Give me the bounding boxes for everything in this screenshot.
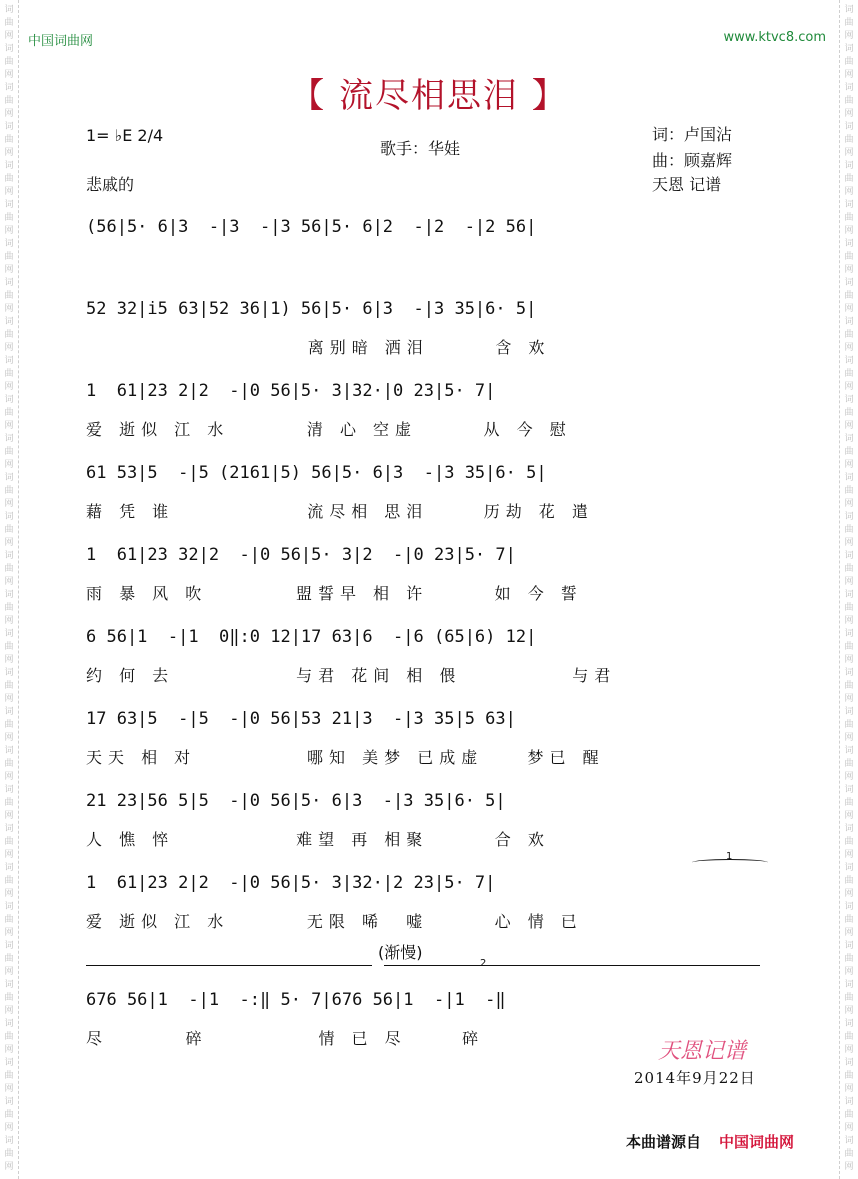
- watermark-glyph: 网: [4, 655, 14, 665]
- source-label: 本曲谱源自: [626, 1133, 702, 1151]
- watermark-glyph: 词: [844, 161, 854, 171]
- watermark-glyph: 词: [4, 746, 14, 756]
- watermark-glyph: 词: [4, 941, 14, 951]
- watermark-glyph: 网: [4, 343, 14, 353]
- row-notes: (56|5· 6|3 -|3 -|3 56|5· 6|2 -|2 -|2 56|: [86, 217, 537, 237]
- watermark-glyph: 网: [844, 850, 854, 860]
- watermark-glyph: 词: [844, 980, 854, 990]
- row-lyrics: 天天 相 对 哪知 美梦 已成虚 梦已 醒: [86, 748, 605, 767]
- watermark-glyph: 曲: [4, 1071, 14, 1081]
- watermark-glyph: 网: [844, 382, 854, 392]
- singer-credit: 歌手：华娃: [380, 139, 461, 158]
- watermark-glyph: 曲: [844, 1110, 854, 1120]
- watermark-glyph: 曲: [844, 993, 854, 1003]
- watermark-glyph: 曲: [844, 135, 854, 145]
- watermark-glyph: 曲: [844, 876, 854, 886]
- watermark-glyph: 网: [844, 733, 854, 743]
- watermark-glyph: 词: [4, 707, 14, 717]
- watermark-glyph: 词: [4, 824, 14, 834]
- watermark-glyph: 网: [4, 733, 14, 743]
- score-row: [86, 779, 776, 861]
- song-title: 【 流尽相思泪 】: [290, 76, 568, 116]
- watermark-glyph: 曲: [4, 96, 14, 106]
- left-watermark-strip: [0, 0, 19, 1179]
- watermark-glyph: 网: [844, 772, 854, 782]
- watermark-glyph: 词: [844, 434, 854, 444]
- score-row: [86, 697, 776, 779]
- score-row: [86, 851, 776, 943]
- watermark-glyph: 网: [4, 109, 14, 119]
- watermark-glyph: 网: [844, 148, 854, 158]
- watermark-glyph: 曲: [4, 915, 14, 925]
- watermark-glyph: 词: [844, 317, 854, 327]
- watermark-glyph: 曲: [4, 1149, 14, 1159]
- watermark-glyph: 曲: [844, 486, 854, 496]
- watermark-glyph: 曲: [844, 408, 854, 418]
- watermark-glyph: 词: [844, 44, 854, 54]
- watermark-glyph: 词: [844, 395, 854, 405]
- watermark-glyph: 曲: [4, 759, 14, 769]
- watermark-glyph: 曲: [4, 135, 14, 145]
- watermark-glyph: 网: [844, 538, 854, 548]
- watermark-glyph: 词: [844, 668, 854, 678]
- watermark-glyph: 曲: [844, 330, 854, 340]
- watermark-glyph: 词: [4, 512, 14, 522]
- watermark-glyph: 曲: [844, 798, 854, 808]
- watermark-glyph: 曲: [4, 18, 14, 28]
- watermark-glyph: 曲: [844, 447, 854, 457]
- watermark-glyph: 网: [844, 304, 854, 314]
- watermark-glyph: 词: [4, 863, 14, 873]
- watermark-glyph: 网: [4, 616, 14, 626]
- watermark-glyph: 曲: [844, 213, 854, 223]
- watermark-glyph: 曲: [4, 57, 14, 67]
- watermark-glyph: 曲: [844, 18, 854, 28]
- watermark-glyph: 词: [844, 707, 854, 717]
- watermark-glyph: 网: [4, 70, 14, 80]
- watermark-glyph: 网: [4, 772, 14, 782]
- watermark-glyph: 曲: [4, 486, 14, 496]
- watermark-glyph: 词: [844, 551, 854, 561]
- watermark-glyph: 网: [844, 694, 854, 704]
- watermark-glyph: 词: [844, 473, 854, 483]
- watermark-glyph: 词: [4, 317, 14, 327]
- watermark-glyph: 网: [4, 928, 14, 938]
- watermark-glyph: 曲: [844, 57, 854, 67]
- watermark-glyph: 网: [4, 1162, 14, 1172]
- row-lyrics: 尽 碎 情 已 尽 碎: [86, 1029, 485, 1048]
- watermark-glyph: 网: [4, 811, 14, 821]
- watermark-glyph: 网: [844, 187, 854, 197]
- watermark-glyph: 词: [4, 980, 14, 990]
- watermark-glyph: 曲: [844, 642, 854, 652]
- watermark-glyph: 网: [844, 1045, 854, 1055]
- watermark-glyph: 词: [4, 5, 14, 15]
- watermark-glyph: 网: [4, 1084, 14, 1094]
- row-lyrics: 雨 暴 风 吹 盟誓早 相 许 如 今 誓: [86, 584, 583, 603]
- watermark-glyph: 词: [844, 200, 854, 210]
- watermark-glyph: 曲: [4, 720, 14, 730]
- watermark-glyph: 词: [4, 1136, 14, 1146]
- watermark-glyph: 曲: [844, 720, 854, 730]
- mood-marking: 悲戚的: [86, 175, 135, 194]
- watermark-glyph: 词: [4, 668, 14, 678]
- right-watermark-strip: [839, 0, 858, 1179]
- watermark-glyph: 曲: [844, 837, 854, 847]
- volta-number-1: 1: [726, 851, 733, 862]
- watermark-glyph: 网: [844, 70, 854, 80]
- ending-line-1: [86, 965, 372, 966]
- watermark-glyph: 曲: [4, 252, 14, 262]
- watermark-glyph: 曲: [844, 1149, 854, 1159]
- watermark-glyph: 网: [4, 421, 14, 431]
- watermark-glyph: 词: [844, 863, 854, 873]
- watermark-glyph: 词: [844, 746, 854, 756]
- score-row: [86, 287, 776, 369]
- watermark-glyph: 网: [844, 499, 854, 509]
- watermark-glyph: 词: [4, 551, 14, 561]
- watermark-glyph: 曲: [4, 954, 14, 964]
- watermark-glyph: 词: [844, 239, 854, 249]
- watermark-glyph: 词: [4, 902, 14, 912]
- watermark-glyph: 网: [844, 616, 854, 626]
- watermark-glyph: 曲: [4, 369, 14, 379]
- watermark-glyph: 词: [4, 629, 14, 639]
- watermark-glyph: 网: [844, 889, 854, 899]
- watermark-glyph: 词: [4, 434, 14, 444]
- watermark-glyph: 网: [844, 1123, 854, 1133]
- watermark-glyph: 网: [844, 421, 854, 431]
- watermark-glyph: 网: [4, 967, 14, 977]
- watermark-glyph: 曲: [4, 993, 14, 1003]
- watermark-glyph: 词: [844, 512, 854, 522]
- watermark-glyph: 网: [4, 226, 14, 236]
- watermark-glyph: 网: [4, 304, 14, 314]
- watermark-glyph: 网: [4, 1006, 14, 1016]
- watermark-glyph: 网: [844, 460, 854, 470]
- watermark-glyph: 曲: [844, 759, 854, 769]
- watermark-glyph: 曲: [844, 1032, 854, 1042]
- watermark-glyph: 词: [4, 122, 14, 132]
- row-lyrics: 爱 逝似 江 水 清 心 空虚 从 今 慰: [86, 420, 572, 439]
- watermark-glyph: 词: [844, 629, 854, 639]
- source-brand-link[interactable]: 中国词曲网: [719, 1133, 795, 1151]
- watermark-glyph: 曲: [844, 174, 854, 184]
- composer-credit: 曲：顾嘉辉: [652, 151, 733, 170]
- watermark-glyph: 曲: [4, 408, 14, 418]
- watermark-glyph: 词: [4, 356, 14, 366]
- lyricist-credit: 词：卢国沾: [652, 125, 733, 144]
- row-notes: 1 61|23 2|2 -|0 56|5· 3|32·|2 23|5· 7|: [86, 873, 496, 893]
- watermark-glyph: 词: [4, 590, 14, 600]
- row-notes: 1 61|23 2|2 -|0 56|5· 3|32·|0 23|5· 7|: [86, 381, 496, 401]
- watermark-glyph: 词: [844, 356, 854, 366]
- watermark-glyph: 词: [4, 83, 14, 93]
- score-row: [86, 369, 776, 451]
- watermark-glyph: 词: [844, 1136, 854, 1146]
- score-body: [86, 205, 776, 943]
- watermark-glyph: 词: [844, 278, 854, 288]
- volta-number-2: 2: [480, 958, 487, 969]
- watermark-glyph: 网: [844, 655, 854, 665]
- transcriber-credit: 天恩 记谱: [652, 175, 722, 194]
- row-lyrics: 藉 凭 谁 流尽相 思泪 历劫 花 遣: [86, 502, 594, 521]
- row-notes: 676 56|1 -|1 -:‖ 5· 7|676 56|1 -|1 -‖: [86, 990, 506, 1010]
- watermark-glyph: 网: [4, 1123, 14, 1133]
- source-credit: [626, 1131, 794, 1152]
- watermark-glyph: 词: [4, 278, 14, 288]
- watermark-glyph: 词: [844, 1058, 854, 1068]
- watermark-glyph: 曲: [844, 96, 854, 106]
- watermark-glyph: 曲: [4, 681, 14, 691]
- site-name-left[interactable]: 中国词曲网: [28, 34, 94, 49]
- watermark-glyph: 曲: [844, 603, 854, 613]
- watermark-glyph: 网: [4, 538, 14, 548]
- row-notes: 21 23|56 5|5 -|0 56|5· 6|3 -|3 35|6· 5|: [86, 791, 506, 811]
- watermark-glyph: 词: [4, 395, 14, 405]
- watermark-glyph: 曲: [4, 447, 14, 457]
- watermark-glyph: 词: [844, 5, 854, 15]
- watermark-glyph: 网: [844, 31, 854, 41]
- watermark-glyph: 词: [844, 122, 854, 132]
- key-signature: 1= ♭E 2/4: [86, 126, 164, 145]
- watermark-glyph: 曲: [844, 252, 854, 262]
- row-notes: 1 61|23 32|2 -|0 56|5· 3|2 -|0 23|5· 7|: [86, 545, 516, 565]
- watermark-glyph: 曲: [4, 603, 14, 613]
- watermark-glyph: 网: [844, 928, 854, 938]
- watermark-glyph: 网: [4, 148, 14, 158]
- watermark-glyph: 词: [4, 473, 14, 483]
- watermark-glyph: 曲: [844, 681, 854, 691]
- score-row: [86, 533, 776, 615]
- watermark-glyph: 网: [844, 1162, 854, 1172]
- watermark-glyph: 网: [844, 1084, 854, 1094]
- watermark-glyph: 词: [844, 590, 854, 600]
- watermark-glyph: 网: [844, 343, 854, 353]
- row-notes: 17 63|5 -|5 -|0 56|53 21|3 -|3 35|5 63|: [86, 709, 516, 729]
- ending-line-2: [384, 965, 760, 966]
- watermark-glyph: 曲: [4, 642, 14, 652]
- watermark-glyph: 曲: [4, 174, 14, 184]
- score-row: [86, 451, 776, 533]
- watermark-glyph: 网: [4, 265, 14, 275]
- watermark-glyph: 网: [4, 499, 14, 509]
- row-lyrics: 约 何 去 与君 花间 相 偎 与君: [86, 666, 617, 685]
- watermark-glyph: 网: [844, 577, 854, 587]
- watermark-glyph: 词: [4, 161, 14, 171]
- watermark-glyph: 网: [4, 31, 14, 41]
- transcription-date: 2014年9月22日: [634, 1069, 756, 1087]
- watermark-glyph: 网: [844, 265, 854, 275]
- watermark-glyph: 词: [844, 785, 854, 795]
- score-row: [86, 205, 776, 287]
- watermark-glyph: 网: [844, 811, 854, 821]
- watermark-glyph: 词: [4, 1019, 14, 1029]
- watermark-glyph: 曲: [4, 291, 14, 301]
- watermark-glyph: 网: [4, 382, 14, 392]
- row-lyrics: 离别暗 洒泪 含 欢: [86, 338, 551, 357]
- watermark-glyph: 网: [844, 226, 854, 236]
- watermark-glyph: 网: [4, 694, 14, 704]
- transcriber-stamp: 天恩记谱: [658, 1039, 747, 1064]
- watermark-glyph: 词: [4, 200, 14, 210]
- watermark-glyph: 网: [844, 1006, 854, 1016]
- watermark-glyph: 曲: [844, 369, 854, 379]
- watermark-glyph: 曲: [844, 1071, 854, 1081]
- watermark-glyph: 网: [4, 577, 14, 587]
- watermark-glyph: 网: [844, 109, 854, 119]
- row-notes: 6 56|1 -|1 0‖:0 12|17 63|6 -|6 (65|6) 12|: [86, 627, 537, 647]
- watermark-glyph: 曲: [4, 564, 14, 574]
- watermark-glyph: 网: [844, 967, 854, 977]
- watermark-glyph: 网: [4, 850, 14, 860]
- watermark-glyph: 曲: [4, 798, 14, 808]
- watermark-glyph: 词: [844, 1019, 854, 1029]
- score-row: [86, 615, 776, 697]
- row-notes: 61 53|5 -|5 (2161|5) 56|5· 6|3 -|3 35|6· 5|: [86, 463, 547, 483]
- watermark-glyph: 词: [4, 239, 14, 249]
- watermark-glyph: 词: [4, 44, 14, 54]
- watermark-glyph: 词: [4, 1097, 14, 1107]
- site-url-right[interactable]: www.ktvc8.com: [723, 30, 826, 45]
- watermark-glyph: 词: [844, 902, 854, 912]
- watermark-glyph: 曲: [4, 213, 14, 223]
- watermark-glyph: 曲: [4, 330, 14, 340]
- watermark-glyph: 曲: [4, 525, 14, 535]
- watermark-glyph: 曲: [4, 876, 14, 886]
- watermark-glyph: 词: [844, 1097, 854, 1107]
- watermark-glyph: 网: [4, 1045, 14, 1055]
- tempo-marking: (渐慢): [378, 943, 423, 962]
- watermark-glyph: 曲: [844, 525, 854, 535]
- watermark-glyph: 词: [4, 1058, 14, 1068]
- watermark-glyph: 曲: [4, 1110, 14, 1120]
- watermark-glyph: 网: [4, 460, 14, 470]
- watermark-glyph: 曲: [4, 1032, 14, 1042]
- watermark-glyph: 词: [844, 824, 854, 834]
- watermark-glyph: 网: [4, 187, 14, 197]
- watermark-glyph: 曲: [4, 837, 14, 847]
- watermark-glyph: 词: [844, 83, 854, 93]
- watermark-glyph: 网: [4, 889, 14, 899]
- watermark-glyph: 曲: [844, 291, 854, 301]
- watermark-glyph: 词: [4, 785, 14, 795]
- watermark-glyph: 词: [844, 941, 854, 951]
- watermark-glyph: 曲: [844, 954, 854, 964]
- watermark-glyph: 曲: [844, 564, 854, 574]
- row-lyrics: 爱 逝似 江 水 无限 唏 嘘 心 情 已: [86, 912, 583, 931]
- row-notes: 52 32|i5 63|52 36|1) 56|5· 6|3 -|3 35|6· 5|: [86, 299, 537, 319]
- watermark-glyph: 曲: [844, 915, 854, 925]
- row-lyrics: 人 憔 悴 难望 再 相聚 合 欢: [86, 830, 550, 849]
